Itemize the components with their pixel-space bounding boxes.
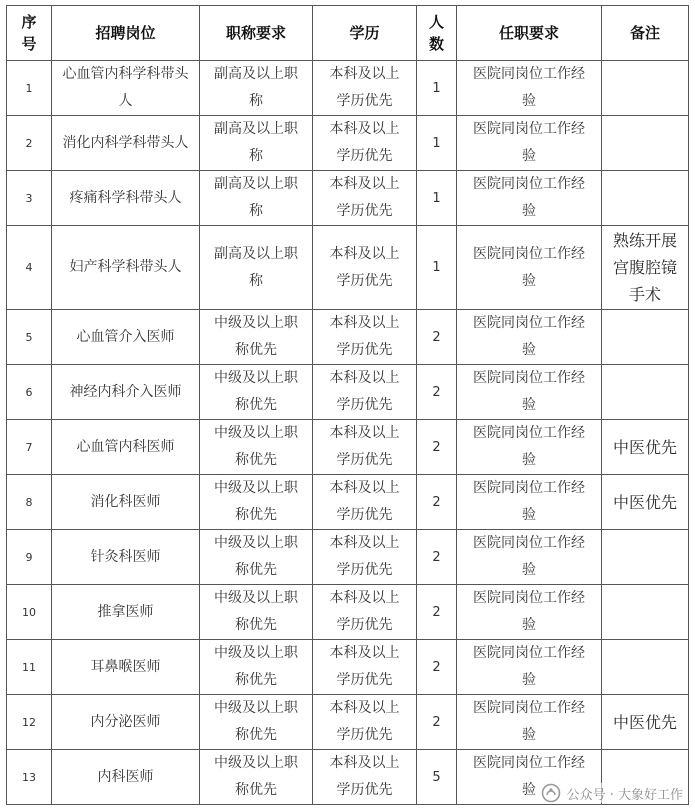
cell-education: 本科及以上 学历优先 — [313, 640, 417, 695]
table-row — [7, 530, 689, 585]
watermark — [541, 783, 683, 803]
header-post: 招聘岗位 — [52, 6, 200, 61]
cell-title-requirement: 中级及以上职 称优先 — [200, 695, 313, 750]
cell-note — [602, 585, 689, 640]
table-row — [7, 61, 689, 116]
cell-headcount: 1 — [417, 226, 457, 310]
cell-education: 本科及以上 学历优先 — [313, 365, 417, 420]
cell-title-requirement: 中级及以上职 称优先 — [200, 310, 313, 365]
table-row — [7, 365, 689, 420]
table-row — [7, 226, 689, 310]
cell-experience: 医院同岗位工作经 验 — [457, 695, 602, 750]
cell-title-requirement: 中级及以上职 称优先 — [200, 420, 313, 475]
header-experience: 任职要求 — [457, 6, 602, 61]
cell-index: 10 — [7, 585, 52, 640]
table-row — [7, 475, 689, 530]
header-index: 序 号 — [7, 6, 52, 61]
cell-education: 本科及以上 学历优先 — [313, 310, 417, 365]
cell-post: 神经内科介入医师 — [52, 365, 200, 420]
table-row — [7, 116, 689, 171]
cell-note: 中医优先 — [602, 695, 689, 750]
cell-headcount: 1 — [417, 61, 457, 116]
cell-headcount: 2 — [417, 420, 457, 475]
header-note: 备注 — [602, 6, 689, 61]
cell-title-requirement: 副高及以上职 称 — [200, 226, 313, 310]
cell-headcount: 2 — [417, 365, 457, 420]
cell-post: 针灸科医师 — [52, 530, 200, 585]
cell-education: 本科及以上 学历优先 — [313, 116, 417, 171]
cell-post: 推拿医师 — [52, 585, 200, 640]
cell-post: 妇产科学科带头人 — [52, 226, 200, 310]
cell-index: 7 — [7, 420, 52, 475]
cell-headcount: 2 — [417, 640, 457, 695]
wechat-official-account-icon — [541, 783, 561, 803]
cell-education: 本科及以上 学历优先 — [313, 750, 417, 805]
cell-title-requirement: 副高及以上职 称 — [200, 116, 313, 171]
cell-post: 疼痛科学科带头人 — [52, 171, 200, 226]
cell-title-requirement: 中级及以上职 称优先 — [200, 640, 313, 695]
cell-education: 本科及以上 学历优先 — [313, 530, 417, 585]
cell-note: 中医优先 — [602, 420, 689, 475]
cell-headcount: 2 — [417, 530, 457, 585]
cell-title-requirement: 中级及以上职 称优先 — [200, 585, 313, 640]
cell-experience: 医院同岗位工作经 验 — [457, 475, 602, 530]
cell-post: 消化科医师 — [52, 475, 200, 530]
cell-post: 耳鼻喉医师 — [52, 640, 200, 695]
cell-index: 12 — [7, 695, 52, 750]
cell-experience: 医院同岗位工作经 验 — [457, 530, 602, 585]
watermark-text: 公众号 · 大象好工作 — [566, 787, 683, 803]
cell-education: 本科及以上 学历优先 — [313, 695, 417, 750]
cell-education: 本科及以上 学历优先 — [313, 585, 417, 640]
cell-title-requirement: 副高及以上职 称 — [200, 61, 313, 116]
cell-index: 3 — [7, 171, 52, 226]
cell-note — [602, 116, 689, 171]
cell-education: 本科及以上 学历优先 — [313, 420, 417, 475]
cell-post: 消化内科学科带头人 — [52, 116, 200, 171]
cell-note: 熟练开展 宫腹腔镜 手术 — [602, 226, 689, 310]
cell-headcount: 1 — [417, 116, 457, 171]
cell-experience: 医院同岗位工作经 验 — [457, 365, 602, 420]
cell-title-requirement: 中级及以上职 称优先 — [200, 365, 313, 420]
table-row — [7, 640, 689, 695]
cell-index: 9 — [7, 530, 52, 585]
recruitment-table — [6, 5, 689, 805]
cell-post: 心血管内科学科带头 人 — [52, 61, 200, 116]
cell-headcount: 2 — [417, 585, 457, 640]
cell-note — [602, 171, 689, 226]
cell-education: 本科及以上 学历优先 — [313, 171, 417, 226]
cell-note — [602, 530, 689, 585]
table-row — [7, 171, 689, 226]
cell-index: 4 — [7, 226, 52, 310]
cell-experience: 医院同岗位工作经 验 — [457, 61, 602, 116]
cell-note: 中医优先 — [602, 475, 689, 530]
cell-headcount: 1 — [417, 171, 457, 226]
cell-post: 心血管介入医师 — [52, 310, 200, 365]
table-row — [7, 585, 689, 640]
cell-index: 5 — [7, 310, 52, 365]
cell-index: 2 — [7, 116, 52, 171]
cell-index: 6 — [7, 365, 52, 420]
cell-post: 心血管内科医师 — [52, 420, 200, 475]
cell-experience: 医院同岗位工作经 验 — [457, 226, 602, 310]
header-headcount: 人 数 — [417, 6, 457, 61]
cell-headcount: 2 — [417, 475, 457, 530]
cell-headcount: 2 — [417, 695, 457, 750]
cell-experience: 医院同岗位工作经 验 — [457, 420, 602, 475]
header-education: 学历 — [313, 6, 417, 61]
cell-experience: 医院同岗位工作经 验 — [457, 171, 602, 226]
cell-experience: 医院同岗位工作经 验 — [457, 750, 602, 805]
table-body — [7, 61, 689, 805]
cell-education: 本科及以上 学历优先 — [313, 61, 417, 116]
cell-note — [602, 365, 689, 420]
cell-index: 11 — [7, 640, 52, 695]
cell-experience: 医院同岗位工作经 验 — [457, 116, 602, 171]
cell-note — [602, 310, 689, 365]
cell-post: 内科医师 — [52, 750, 200, 805]
header-title-requirement: 职称要求 — [200, 6, 313, 61]
cell-headcount: 2 — [417, 310, 457, 365]
cell-title-requirement: 副高及以上职 称 — [200, 171, 313, 226]
cell-note — [602, 61, 689, 116]
cell-note — [602, 640, 689, 695]
cell-experience: 医院同岗位工作经 验 — [457, 585, 602, 640]
table-row — [7, 310, 689, 365]
cell-experience: 医院同岗位工作经 验 — [457, 310, 602, 365]
cell-title-requirement: 中级及以上职 称优先 — [200, 750, 313, 805]
cell-education: 本科及以上 学历优先 — [313, 475, 417, 530]
cell-title-requirement: 中级及以上职 称优先 — [200, 475, 313, 530]
cell-experience: 医院同岗位工作经 验 — [457, 640, 602, 695]
cell-index: 8 — [7, 475, 52, 530]
cell-index: 13 — [7, 750, 52, 805]
cell-title-requirement: 中级及以上职 称优先 — [200, 530, 313, 585]
cell-post: 内分泌医师 — [52, 695, 200, 750]
table-header-row — [7, 6, 689, 61]
cell-headcount: 5 — [417, 750, 457, 805]
table-row — [7, 420, 689, 475]
table-row — [7, 695, 689, 750]
cell-education: 本科及以上 学历优先 — [313, 226, 417, 310]
cell-index: 1 — [7, 61, 52, 116]
